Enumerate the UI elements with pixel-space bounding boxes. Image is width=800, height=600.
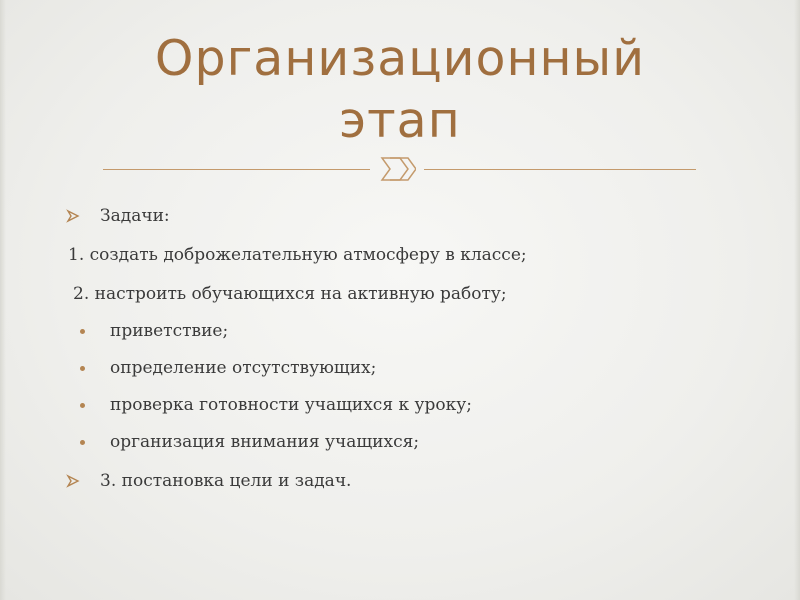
arrow-icon xyxy=(66,474,80,488)
list-item-text: определение отсутствующих; xyxy=(110,358,377,378)
divider-right-line xyxy=(424,169,696,170)
slide-title xyxy=(100,28,700,152)
title-line-1: Организационный xyxy=(154,30,646,87)
double-arrow-divider-icon xyxy=(378,154,416,184)
divider-left-line xyxy=(103,169,370,170)
slide-left-edge xyxy=(0,0,6,600)
list-item-text: организация внимания учащихся; xyxy=(110,432,420,452)
bullet-dot xyxy=(80,366,85,371)
list-item-text: Задачи: xyxy=(100,206,170,226)
bullet-dot xyxy=(80,329,85,334)
list-item-text: 3. постановка цели и задач. xyxy=(100,471,352,491)
list-item-text: 1. создать доброжелательную атмосферу в классе; xyxy=(68,245,527,265)
bullet-dot xyxy=(80,440,85,445)
list-item-text: проверка готовности учащихся к уроку; xyxy=(110,395,472,415)
bullet-dot xyxy=(80,403,85,408)
slide-right-edge xyxy=(794,0,800,600)
title-line-2: этап xyxy=(339,92,461,149)
list-item-text: приветствие; xyxy=(110,321,229,341)
list-item-text: 2. настроить обучающихся на активную работу; xyxy=(73,284,507,304)
arrow-icon xyxy=(66,209,80,223)
